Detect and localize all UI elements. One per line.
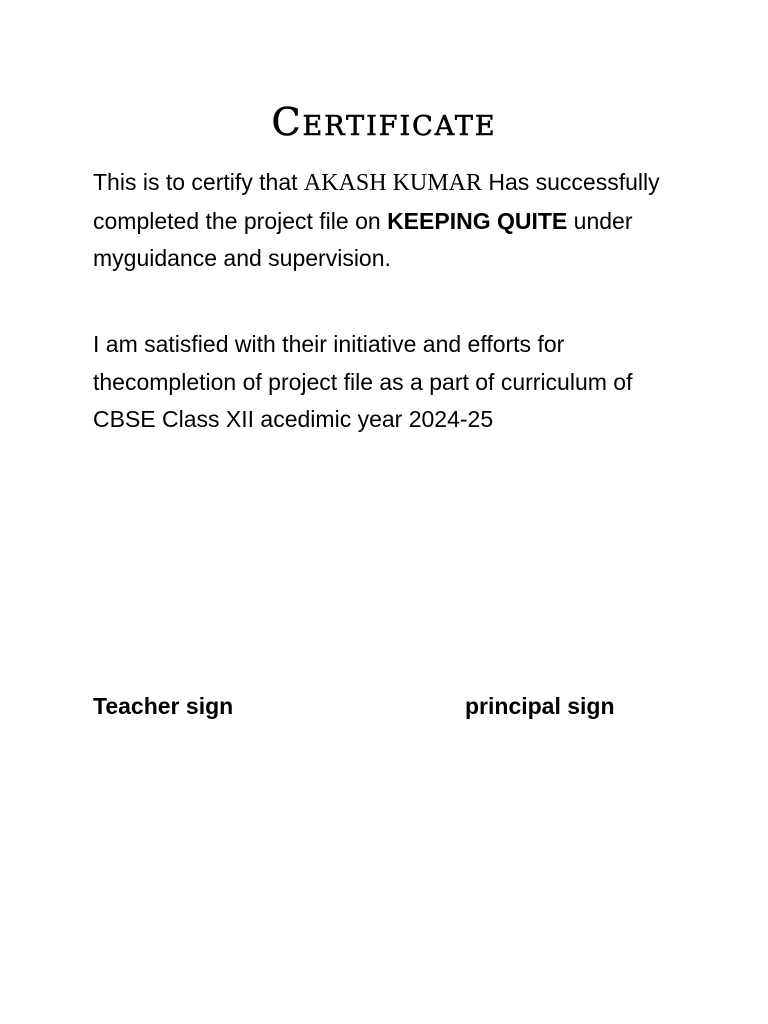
teacher-sign-label: Teacher sign: [93, 693, 234, 719]
satisfaction-paragraph: I am satisfied with their initiative and efforts for thecompletion of project file as a part of curriculum of CBSE Class XII acedimic year 2024-25: [93, 331, 633, 432]
student-name: AKASH KUMAR: [303, 170, 482, 196]
certificate-title: Certificate: [271, 100, 497, 144]
guidance-text: under myguidance and supervision.: [93, 207, 633, 271]
principal-sign-label: principal sign: [465, 693, 615, 719]
certification-paragraph: [93, 164, 673, 278]
intro-text: This is to certify that: [93, 169, 304, 195]
completion-text: Has successfully completed the project file on: [93, 169, 660, 234]
project-title: KEEPING QUITE: [387, 207, 568, 234]
